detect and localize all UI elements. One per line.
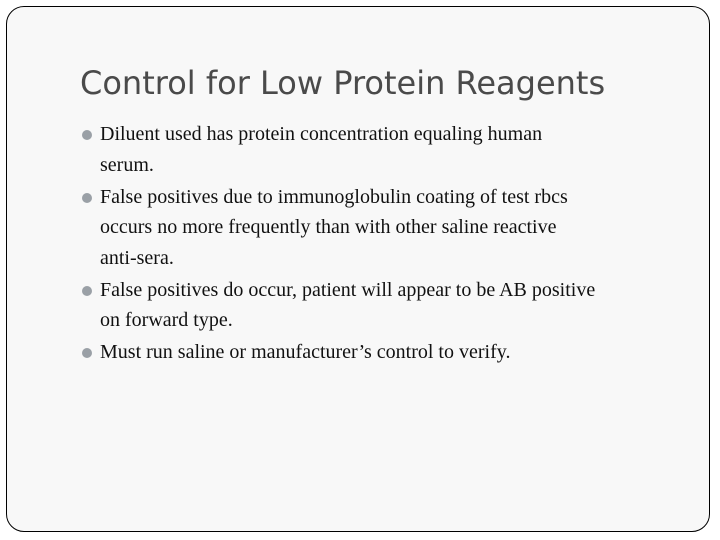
bullet-text-line: occurs no more frequently than with other saline reactive xyxy=(100,216,557,238)
slide-title: Control for Low Protein Reagents xyxy=(80,64,606,102)
round-bullet-icon xyxy=(82,130,92,140)
round-bullet-icon xyxy=(82,286,92,296)
bullet-item xyxy=(80,275,690,336)
bullet-list xyxy=(80,119,690,369)
bullet-item xyxy=(80,337,690,368)
bullet-text-line: Diluent used has protein concentration equaling human xyxy=(100,123,543,145)
bullet-text-line: Must run saline or manufacturer’s control to verify. xyxy=(100,341,511,363)
bullet-text-line: on forward type. xyxy=(100,309,233,331)
bullet-text-line: False positives due to immunoglobulin coating of test rbcs xyxy=(100,185,568,208)
round-bullet-icon xyxy=(82,348,92,358)
round-bullet-icon xyxy=(82,193,92,203)
bullet-text-line: serum. xyxy=(100,153,154,176)
bullet-item xyxy=(80,119,690,180)
bullet-text-line: False positives do occur, patient will appear to be AB positive xyxy=(100,278,596,301)
bullet-text-line: anti-sera. xyxy=(100,246,174,269)
bullet-item xyxy=(80,182,690,274)
